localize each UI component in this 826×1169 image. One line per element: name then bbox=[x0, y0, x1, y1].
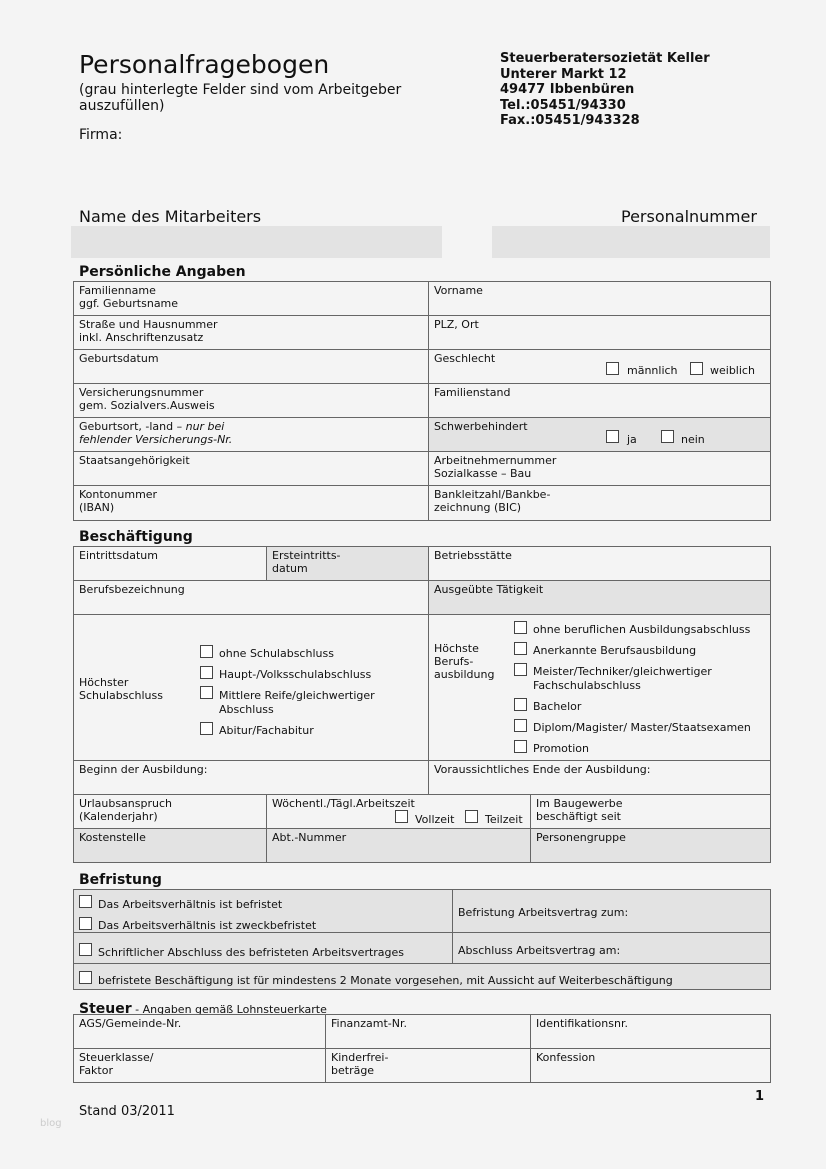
checkbox-school-0[interactable] bbox=[200, 645, 213, 658]
employee-name-field[interactable] bbox=[71, 226, 442, 258]
option-schriftlich: Schriftlicher Abschluss des befristeten Arbeitsvertrages bbox=[98, 946, 405, 959]
field-plz-ort[interactable]: PLZ, Ort bbox=[428, 315, 771, 350]
checkbox-voc-3[interactable] bbox=[514, 698, 527, 711]
checkbox-maennlich[interactable] bbox=[606, 362, 619, 375]
field-finanzamt[interactable]: Finanzamt-Nr. bbox=[325, 1014, 531, 1049]
checkbox-school-3[interactable] bbox=[200, 722, 213, 735]
checkbox-vollzeit[interactable] bbox=[395, 810, 408, 823]
field-ags[interactable]: AGS/Gemeinde-Nr. bbox=[73, 1014, 326, 1049]
checkbox-mindestens[interactable] bbox=[79, 971, 92, 984]
option-zweckbefristet: Das Arbeitsverhältnis ist zweckbefristet bbox=[98, 919, 317, 932]
checkbox-zweckbefristet[interactable] bbox=[79, 917, 92, 930]
watermark: blog bbox=[40, 1118, 62, 1129]
stand-date: Stand 03/2011 bbox=[79, 1104, 175, 1119]
field-personengruppe[interactable]: Personengruppe bbox=[530, 828, 771, 863]
personalnummer-label: Personalnummer bbox=[621, 207, 757, 226]
field-befristung-zum[interactable]: Befristung Arbeitsvertrag zum: bbox=[452, 889, 771, 933]
field-konfession[interactable]: Konfession bbox=[530, 1048, 771, 1083]
field-geschlecht: Geschlecht bbox=[428, 349, 771, 384]
field-geburtsdatum[interactable]: Geburtsdatum bbox=[73, 349, 429, 384]
address-line: Fax.:05451/943328 bbox=[500, 113, 640, 128]
label-teilzeit: Teilzeit bbox=[485, 813, 523, 826]
company-address bbox=[500, 51, 710, 129]
personalnummer-field[interactable] bbox=[492, 226, 770, 258]
field-betriebsstaette[interactable]: Betriebsstätte bbox=[428, 546, 771, 581]
field-kinderfreibetraege[interactable]: Kinderfrei- beträge bbox=[325, 1048, 531, 1083]
section-heading-personal: Persönliche Angaben bbox=[79, 264, 246, 280]
field-ausgeuebte-taetigkeit[interactable]: Ausgeübte Tätigkeit bbox=[428, 580, 771, 615]
checkbox-voc-4[interactable] bbox=[514, 719, 527, 732]
checkbox-voc-0[interactable] bbox=[514, 621, 527, 634]
field-strasse[interactable]: Straße und Hausnummer inkl. Anschriftenzusatz bbox=[73, 315, 429, 350]
geburtsort-label: Geburtsort, -land – bbox=[79, 420, 186, 433]
field-eintrittsdatum[interactable]: Eintrittsdatum bbox=[73, 546, 267, 581]
address-line: 49477 Ibbenbüren bbox=[500, 82, 635, 97]
address-line: Unterer Markt 12 bbox=[500, 66, 627, 82]
field-schulabschluss: Höchster Schulabschluss bbox=[73, 614, 429, 761]
label-nein: nein bbox=[681, 433, 705, 446]
page-title: Personalfragebogen bbox=[79, 50, 330, 79]
field-baugewerbe[interactable]: Im Baugewerbe beschäftigt seit bbox=[530, 794, 771, 829]
address-line: Steuerberatersozietät Keller bbox=[500, 51, 710, 66]
steuer-title: Steuer bbox=[79, 1001, 132, 1017]
checkbox-school-2[interactable] bbox=[200, 686, 213, 699]
field-berufsbezeichnung[interactable]: Berufsbezeichnung bbox=[73, 580, 429, 615]
field-abschluss-am[interactable]: Abschluss Arbeitsvertrag am: bbox=[452, 932, 771, 964]
field-kostenstelle[interactable]: Kostenstelle bbox=[73, 828, 267, 863]
checkbox-schriftlich[interactable] bbox=[79, 943, 92, 956]
field-beginn-ausbildung[interactable]: Beginn der Ausbildung: bbox=[73, 760, 429, 795]
field-kontonummer[interactable]: Kontonummer (IBAN) bbox=[73, 485, 429, 521]
school-option: Haupt-/Volksschulabschluss bbox=[219, 668, 372, 681]
field-versicherungsnummer[interactable]: Versicherungsnummer gem. Sozialvers.Ausweis bbox=[73, 383, 429, 418]
field-staatsangehoerigkeit[interactable]: Staatsangehörigkeit bbox=[73, 451, 429, 486]
field-familienstand[interactable]: Familienstand bbox=[428, 383, 771, 418]
field-berufsausbildung: Höchste Berufs- ausbildung bbox=[428, 614, 771, 761]
option-befristet: Das Arbeitsverhältnis ist befristet bbox=[98, 898, 283, 911]
option-mindestens: befristete Beschäftigung ist für mindestens 2 Monate vorgesehen, mit Aussicht auf Weiterbeschäftigung bbox=[98, 974, 673, 987]
checkbox-ja[interactable] bbox=[606, 430, 619, 443]
field-arbeitszeit: Wöchentl./Tägl.Arbeitszeit bbox=[266, 794, 531, 829]
steuer-subtitle: - Angaben gemäß Lohnsteuerkarte bbox=[131, 1003, 327, 1016]
field-schwerbehindert: Schwerbehindert bbox=[428, 417, 771, 452]
checkbox-befristet[interactable] bbox=[79, 895, 92, 908]
label-ja: ja bbox=[627, 433, 637, 446]
label-vollzeit: Vollzeit bbox=[415, 813, 455, 826]
field-familienname[interactable]: Familienname ggf. Geburtsname bbox=[73, 281, 429, 316]
field-abt-nummer[interactable]: Abt.-Nummer bbox=[266, 828, 531, 863]
vocational-option: ohne beruflichen Ausbildungsabschluss bbox=[533, 623, 751, 636]
field-arbeitnehmernummer[interactable]: Arbeitnehmernummer Sozialkasse – Bau bbox=[428, 451, 771, 486]
page-number: 1 bbox=[755, 1089, 765, 1104]
vocational-option: Anerkannte Berufsausbildung bbox=[533, 644, 697, 657]
vocational-option: Diplom/Magister/ Master/Staatsexamen bbox=[533, 721, 751, 734]
field-ende-ausbildung[interactable]: Voraussichtliches Ende der Ausbildung: bbox=[428, 760, 771, 795]
subtitle: (grau hinterlegte Felder sind vom Arbeitgeber auszufüllen) bbox=[79, 82, 402, 114]
field-geburtsort[interactable] bbox=[73, 417, 429, 452]
checkbox-voc-2[interactable] bbox=[514, 663, 527, 676]
school-option: Abitur/Fachabitur bbox=[219, 724, 314, 737]
label-maennlich: männlich bbox=[627, 364, 678, 377]
field-identifikationsnr[interactable]: Identifikationsnr. bbox=[530, 1014, 771, 1049]
label-weiblich: weiblich bbox=[710, 364, 755, 377]
field-steuerklasse[interactable]: Steuerklasse/ Faktor bbox=[73, 1048, 326, 1083]
vocational-option: Meister/Techniker/gleichwertiger Fachschulabschluss bbox=[533, 665, 712, 692]
section-heading-employment: Beschäftigung bbox=[79, 529, 193, 545]
vocational-option: Bachelor bbox=[533, 700, 582, 713]
checkbox-school-1[interactable] bbox=[200, 666, 213, 679]
checkbox-nein[interactable] bbox=[661, 430, 674, 443]
checkbox-voc-1[interactable] bbox=[514, 642, 527, 655]
firma-label: Firma: bbox=[79, 127, 123, 143]
field-ersteintrittsdatum[interactable]: Ersteintritts- datum bbox=[266, 546, 429, 581]
checkbox-voc-5[interactable] bbox=[514, 740, 527, 753]
address-line: Tel.:05451/94330 bbox=[500, 97, 626, 113]
checkbox-teilzeit[interactable] bbox=[465, 810, 478, 823]
school-option: Mittlere Reife/gleichwertiger Abschluss bbox=[219, 689, 375, 716]
field-vorname[interactable]: Vorname bbox=[428, 281, 771, 316]
section-heading-befristung: Befristung bbox=[79, 872, 162, 888]
school-option: ohne Schulabschluss bbox=[219, 647, 334, 660]
vocational-option: Promotion bbox=[533, 742, 589, 755]
field-bankleitzahl[interactable]: Bankleitzahl/Bankbe- zeichnung (BIC) bbox=[428, 485, 771, 521]
geburtsort-note: nur bei fehlender Versicherungs-Nr. bbox=[79, 420, 233, 446]
checkbox-weiblich[interactable] bbox=[690, 362, 703, 375]
field-urlaubsanspruch[interactable]: Urlaubsanspruch (Kalenderjahr) bbox=[73, 794, 267, 829]
employee-name-label: Name des Mitarbeiters bbox=[79, 207, 262, 226]
